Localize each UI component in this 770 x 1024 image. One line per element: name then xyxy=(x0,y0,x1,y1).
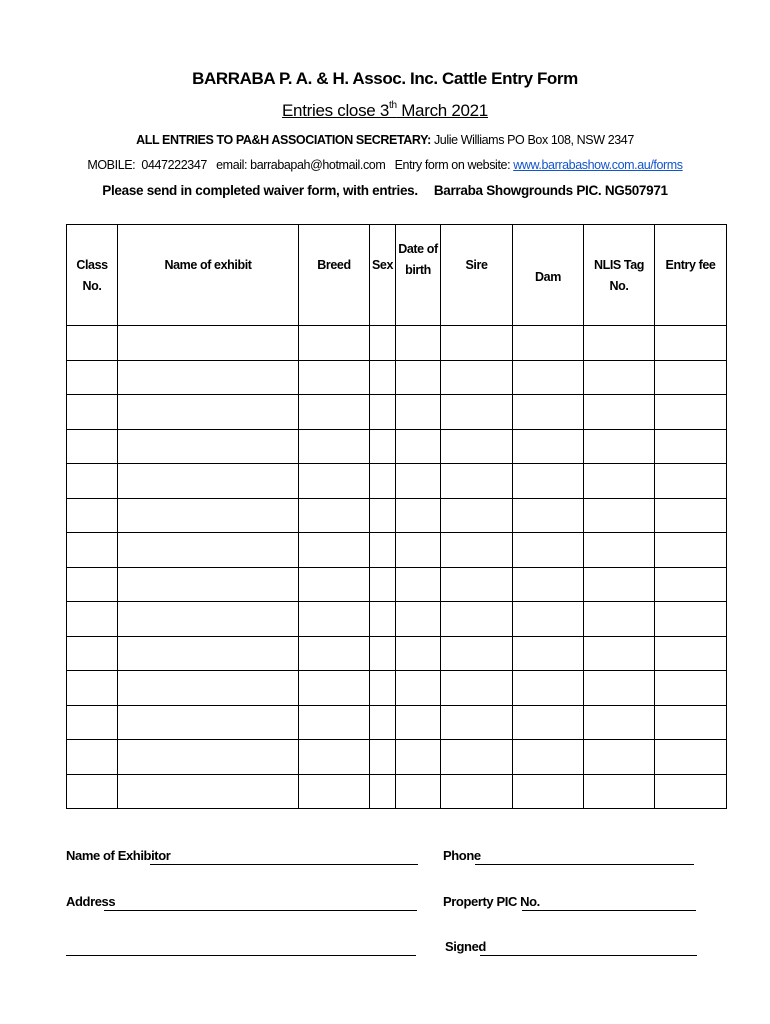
entry-cell[interactable] xyxy=(67,671,118,706)
entry-cell[interactable] xyxy=(513,740,584,775)
entries-close-superscript: th xyxy=(389,100,397,111)
secretary-line xyxy=(0,133,770,147)
waiver-text: Please send in completed waiver form, with entries. xyxy=(102,183,418,198)
entry-cell[interactable] xyxy=(396,533,441,568)
table-row xyxy=(67,429,727,464)
entry-cell[interactable] xyxy=(655,533,727,568)
entries-close-date: March 2021 xyxy=(396,101,488,120)
table-row xyxy=(67,636,727,671)
entries-close-line xyxy=(0,100,770,121)
table-row xyxy=(67,774,727,809)
entry-cell[interactable] xyxy=(299,774,370,809)
table-row xyxy=(67,705,727,740)
entry-cell[interactable] xyxy=(67,533,118,568)
entry-cell[interactable] xyxy=(67,567,118,602)
table-row xyxy=(67,498,727,533)
waiver-line xyxy=(0,183,770,198)
entry-cell[interactable] xyxy=(396,602,441,637)
entries-close-text: Entries close 3 xyxy=(282,101,390,120)
entry-cell[interactable] xyxy=(584,395,655,430)
entry-cell[interactable] xyxy=(441,671,513,706)
col-header-breed: Breed xyxy=(299,225,370,326)
table-row xyxy=(67,533,727,568)
entry-cell[interactable] xyxy=(299,498,370,533)
entry-cell[interactable] xyxy=(67,498,118,533)
entry-cell[interactable] xyxy=(67,636,118,671)
entry-cell[interactable] xyxy=(584,636,655,671)
exhibitor-label: Name of Exhibitor xyxy=(66,848,171,863)
entry-cell[interactable] xyxy=(584,533,655,568)
entry-cell[interactable] xyxy=(370,464,396,499)
entry-cell[interactable] xyxy=(299,602,370,637)
entry-cell[interactable] xyxy=(396,705,441,740)
entry-cell[interactable] xyxy=(396,395,441,430)
entry-cell[interactable] xyxy=(513,671,584,706)
entry-cell[interactable] xyxy=(118,533,299,568)
entry-cell[interactable] xyxy=(118,395,299,430)
entry-cell[interactable] xyxy=(396,740,441,775)
entry-cell[interactable] xyxy=(584,429,655,464)
entry-cell[interactable] xyxy=(655,774,727,809)
entry-cell[interactable] xyxy=(584,774,655,809)
entry-cell[interactable] xyxy=(584,567,655,602)
entry-cell[interactable] xyxy=(396,464,441,499)
contact-line xyxy=(0,158,770,172)
entry-cell[interactable] xyxy=(396,498,441,533)
table-row xyxy=(67,740,727,775)
entry-cell[interactable] xyxy=(441,533,513,568)
entry-cell[interactable] xyxy=(584,602,655,637)
address-second-line-field[interactable] xyxy=(66,955,416,956)
entry-cell[interactable] xyxy=(370,774,396,809)
entry-cell[interactable] xyxy=(118,429,299,464)
signed-label: Signed xyxy=(445,939,486,954)
website-link[interactable]: www.barrabashow.com.au/forms xyxy=(513,158,683,172)
entry-cell[interactable] xyxy=(370,395,396,430)
entry-cell[interactable] xyxy=(584,326,655,361)
entry-cell[interactable] xyxy=(118,636,299,671)
entry-cell[interactable] xyxy=(370,671,396,706)
entry-cell[interactable] xyxy=(370,533,396,568)
entry-cell[interactable] xyxy=(299,740,370,775)
entry-cell[interactable] xyxy=(513,429,584,464)
phone-label: Phone xyxy=(443,848,481,863)
entry-cell[interactable] xyxy=(299,326,370,361)
entry-cell[interactable] xyxy=(299,671,370,706)
entry-cell[interactable] xyxy=(655,429,727,464)
entry-cell[interactable] xyxy=(299,567,370,602)
entry-cell[interactable] xyxy=(655,395,727,430)
exhibitor-field[interactable] xyxy=(150,864,418,865)
entry-cell[interactable] xyxy=(655,705,727,740)
table-row xyxy=(67,360,727,395)
entry-cell[interactable] xyxy=(370,705,396,740)
secretary-label: ALL ENTRIES TO PA&H ASSOCIATION SECRETARY: xyxy=(136,133,431,147)
entry-cell[interactable] xyxy=(370,636,396,671)
table-row xyxy=(67,326,727,361)
entry-cell[interactable] xyxy=(441,326,513,361)
entry-cell[interactable] xyxy=(118,464,299,499)
entry-cell[interactable] xyxy=(584,464,655,499)
entry-cell[interactable] xyxy=(299,636,370,671)
entry-cell[interactable] xyxy=(513,636,584,671)
entry-cell[interactable] xyxy=(584,671,655,706)
entry-cell[interactable] xyxy=(513,360,584,395)
entry-cell[interactable] xyxy=(67,360,118,395)
entry-cell[interactable] xyxy=(513,395,584,430)
entry-cell[interactable] xyxy=(299,464,370,499)
entry-cell[interactable] xyxy=(584,740,655,775)
entry-cell[interactable] xyxy=(513,567,584,602)
entry-cell[interactable] xyxy=(655,498,727,533)
entry-cell[interactable] xyxy=(67,602,118,637)
entry-cell[interactable] xyxy=(370,360,396,395)
entry-cell[interactable] xyxy=(370,602,396,637)
entry-cell[interactable] xyxy=(655,671,727,706)
entry-cell[interactable] xyxy=(513,533,584,568)
entry-cell[interactable] xyxy=(118,360,299,395)
entry-cell[interactable] xyxy=(655,636,727,671)
entry-cell[interactable] xyxy=(299,360,370,395)
property-pic-field[interactable] xyxy=(522,910,696,911)
entry-cell[interactable] xyxy=(370,429,396,464)
entry-cell[interactable] xyxy=(584,705,655,740)
col-header-class-no: Class No. xyxy=(67,225,118,326)
address-field[interactable] xyxy=(104,910,417,911)
entry-cell[interactable] xyxy=(118,602,299,637)
entry-cell[interactable] xyxy=(299,705,370,740)
entry-cell[interactable] xyxy=(118,705,299,740)
entry-cell[interactable] xyxy=(655,567,727,602)
entry-cell[interactable] xyxy=(370,740,396,775)
entry-cell[interactable] xyxy=(299,533,370,568)
col-header-dam: Dam xyxy=(513,225,584,326)
col-header-name-of-exhibit: Name of exhibit xyxy=(118,225,299,326)
entry-cell[interactable] xyxy=(118,567,299,602)
entry-cell[interactable] xyxy=(299,429,370,464)
table-row xyxy=(67,602,727,637)
entry-cell[interactable] xyxy=(441,774,513,809)
entry-cell[interactable] xyxy=(67,740,118,775)
entry-cell[interactable] xyxy=(396,567,441,602)
entry-cell[interactable] xyxy=(118,774,299,809)
col-header-sire: Sire xyxy=(441,225,513,326)
form-title: BARRABA P. A. & H. Assoc. Inc. Cattle Entry Form xyxy=(192,69,578,88)
entry-cell[interactable] xyxy=(67,774,118,809)
entry-cell[interactable] xyxy=(118,326,299,361)
entry-cell[interactable] xyxy=(441,636,513,671)
entry-cell[interactable] xyxy=(441,705,513,740)
entry-cell[interactable] xyxy=(67,705,118,740)
entry-cell[interactable] xyxy=(396,636,441,671)
entry-cell[interactable] xyxy=(118,671,299,706)
entry-cell[interactable] xyxy=(655,602,727,637)
entry-cell[interactable] xyxy=(67,395,118,430)
entry-cell[interactable] xyxy=(513,705,584,740)
entry-cell[interactable] xyxy=(655,326,727,361)
entry-cell[interactable] xyxy=(299,395,370,430)
entry-cell[interactable] xyxy=(584,360,655,395)
entry-cell[interactable] xyxy=(396,774,441,809)
entry-cell[interactable] xyxy=(655,740,727,775)
col-header-nlis-tag-no: NLIS Tag No. xyxy=(584,225,655,326)
entry-cell[interactable] xyxy=(370,326,396,361)
entry-cell[interactable] xyxy=(67,464,118,499)
table-row xyxy=(67,567,727,602)
table-row xyxy=(67,671,727,706)
entry-cell[interactable] xyxy=(370,498,396,533)
entry-cell[interactable] xyxy=(513,774,584,809)
entry-cell[interactable] xyxy=(67,429,118,464)
entry-cell[interactable] xyxy=(441,498,513,533)
contact-details: MOBILE: 0447222347 email: barrabapah@hotmail.com Entry form on website: xyxy=(87,158,514,172)
col-header-entry-fee: Entry fee xyxy=(655,225,727,326)
entry-cell[interactable] xyxy=(441,360,513,395)
entry-cell[interactable] xyxy=(584,498,655,533)
entry-cell[interactable] xyxy=(513,498,584,533)
col-header-date-of-birth: Date of birth xyxy=(396,225,441,326)
entry-cell[interactable] xyxy=(655,360,727,395)
phone-field[interactable] xyxy=(475,864,694,865)
entry-cell[interactable] xyxy=(441,567,513,602)
col-header-sex: Sex xyxy=(370,225,396,326)
entry-cell[interactable] xyxy=(441,395,513,430)
entry-cell[interactable] xyxy=(441,602,513,637)
entry-cell[interactable] xyxy=(396,429,441,464)
entry-cell[interactable] xyxy=(513,602,584,637)
entry-cell[interactable] xyxy=(370,567,396,602)
signature-field[interactable] xyxy=(480,955,697,956)
property-pic-label: Property PIC No. xyxy=(443,894,540,909)
entry-cell[interactable] xyxy=(118,740,299,775)
secretary-address: Julie Williams PO Box 108, NSW 2347 xyxy=(430,133,634,147)
entry-cell[interactable] xyxy=(655,464,727,499)
table-row xyxy=(67,464,727,499)
entry-cell[interactable] xyxy=(396,671,441,706)
entry-cell[interactable] xyxy=(67,326,118,361)
showgrounds-pic: Barraba Showgrounds PIC. NG507971 xyxy=(433,183,668,198)
entry-cell[interactable] xyxy=(513,326,584,361)
entry-cell[interactable] xyxy=(441,464,513,499)
entry-table xyxy=(66,224,727,809)
address-label: Address xyxy=(66,894,116,909)
entry-cell[interactable] xyxy=(118,498,299,533)
entry-cell[interactable] xyxy=(441,740,513,775)
entry-cell[interactable] xyxy=(396,360,441,395)
entry-cell[interactable] xyxy=(396,326,441,361)
entry-cell[interactable] xyxy=(441,429,513,464)
table-header-row xyxy=(67,225,727,326)
entry-cell[interactable] xyxy=(513,464,584,499)
table-row xyxy=(67,395,727,430)
